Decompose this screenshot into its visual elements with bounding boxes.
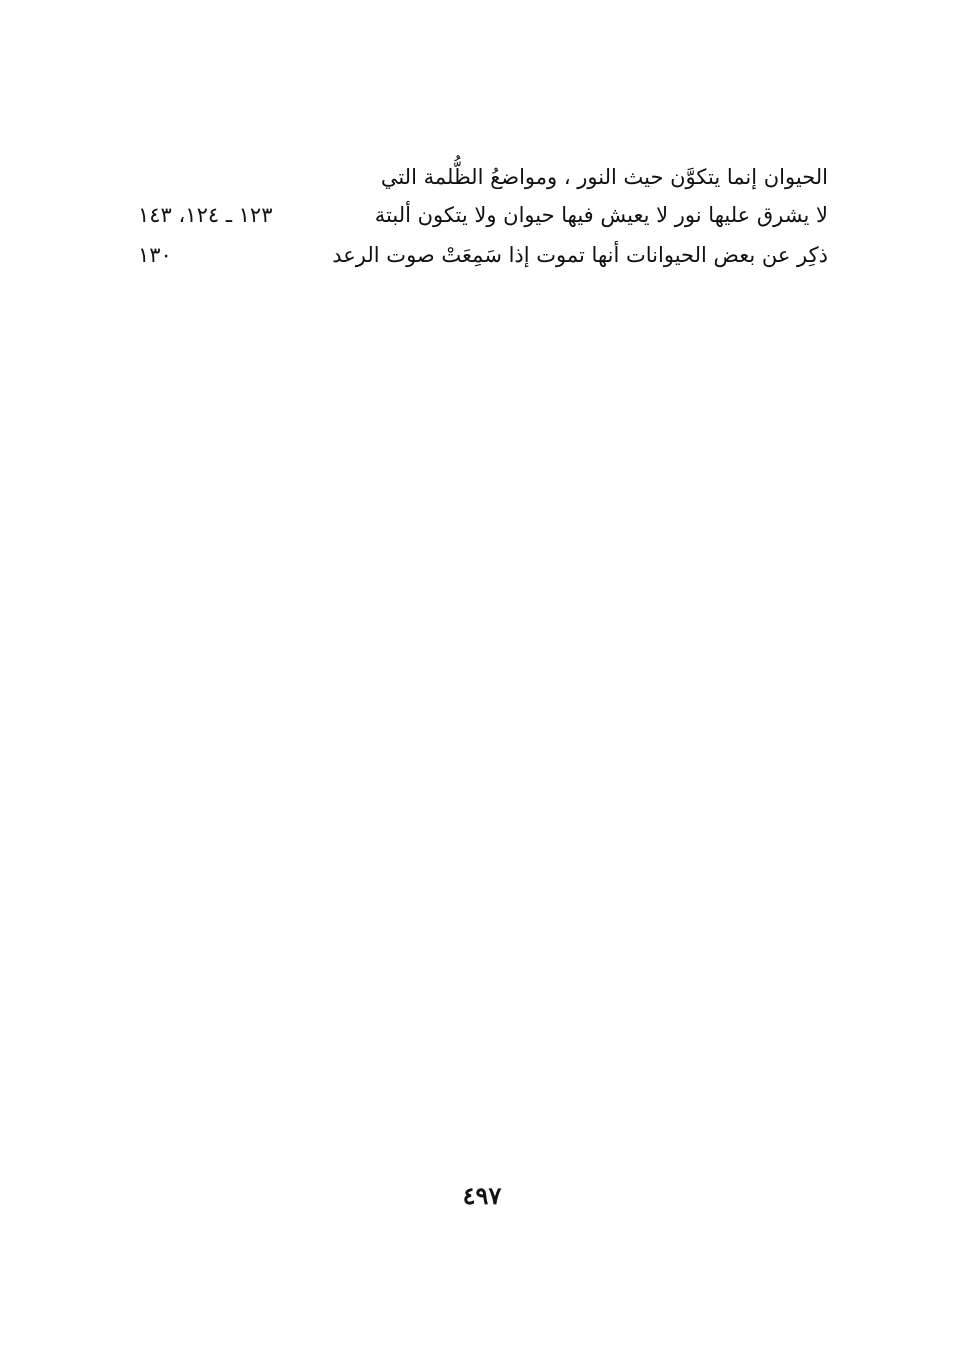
entry-text: لا يشرق عليها نور لا يعيش فيها حيوان ولا يتكون ألبتة — [374, 203, 828, 227]
index-entry-line — [138, 160, 828, 195]
index-entry-line — [138, 235, 828, 275]
entry-page-references: ١٢٣ ـ ١٢٤، ١٤٣ — [138, 203, 273, 227]
index-entry-line — [138, 195, 828, 235]
entry-text: الحيوان إنما يتكوَّن حيث النور ، ومواضعُ الظُّلمة التي — [380, 165, 828, 189]
page-number: ٤٩٧ — [462, 1181, 502, 1210]
entry-page-references: ١٣٠ — [138, 243, 172, 267]
entry-text: ذكِر عن بعض الحيوانات أنها تموت إذا سَمِعَتْ صوت الرعد — [332, 243, 828, 267]
index-entries — [138, 160, 828, 275]
